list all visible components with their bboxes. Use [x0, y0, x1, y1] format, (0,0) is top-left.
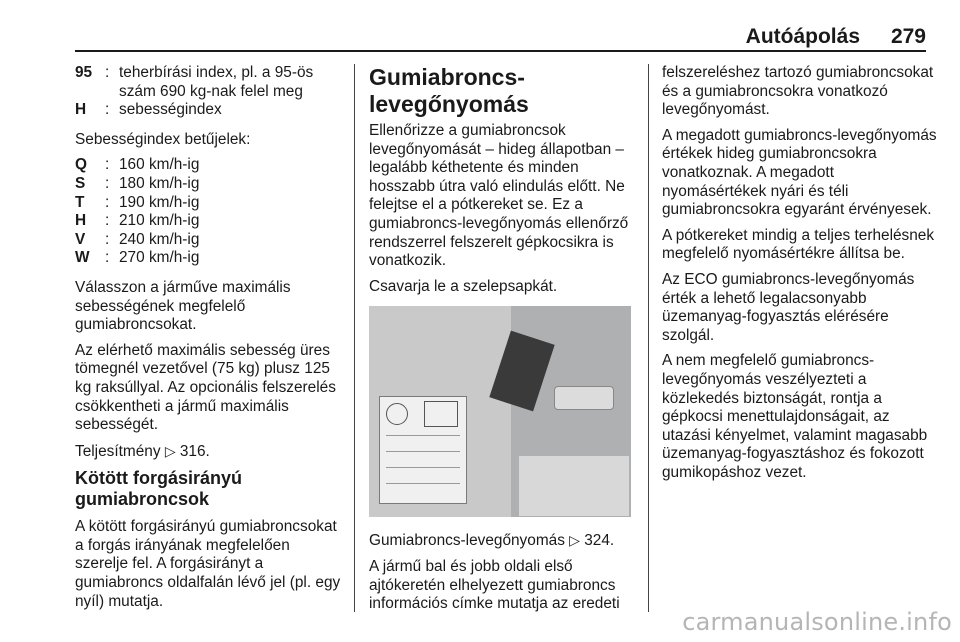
- paragraph: Válasszon a járműve maximális sebességének megfelelő gumiabroncsokat.: [75, 278, 291, 334]
- paragraph: A kötött forgásirányú gumiabroncsokat a forgás irányának megfelelően szerelje fel. A forgásirányt a gumiabroncs oldalfalán lévő jel (pl. egy nyíl) mutatja.: [75, 518, 341, 610]
- manual-book-icon: [424, 401, 458, 427]
- list-item: T : 190 km/h-ig: [75, 193, 200, 211]
- section-heading: Kötött forgásirányú gumiabroncsok: [75, 468, 243, 510]
- page-header: [0, 0, 960, 52]
- paragraph: felszereléshez tartozó gumiabroncsokat és a gumiabroncsokra vonatkozó levegőnyomást.: [662, 64, 934, 119]
- list-item: H : 210 km/h-ig: [75, 212, 200, 230]
- paragraph: A pótkereket mindig a teljes terhelésnek megfelelő nyomásértékre állítsa be.: [662, 226, 935, 263]
- list-item: V : 240 km/h-ig: [75, 230, 200, 248]
- list-item: 95 : teherbírási index, pl. a 95-ös szám 690 kg-nak felel meg: [75, 64, 314, 100]
- speed-intro: Sebességindex betűjelek:: [75, 130, 251, 148]
- column-1: [75, 64, 345, 618]
- paragraph: Az elérhető maximális sebesség üres tömegnél vezetővel (75 kg) plusz 125 kg raksúllyal. Az opcionális felszerelés csökkentheti a jármű maximális sebességét.: [75, 341, 336, 434]
- tire-label-photo: [369, 306, 631, 517]
- paragraph: A nem megfelelő gumiabroncs-levegőnyomás veszélyezteti a közlekedés biztonságát, rontja a gépkocsi menettulajdonságait, az utazási kényelmet, valamint magasabb üzemanyag-fogyasztáshoz és fokozott gumikopáshoz vezet.: [662, 352, 928, 481]
- reference-arrow-icon: ▷: [569, 532, 580, 549]
- cross-reference: Teljesítmény ▷ 316.: [75, 442, 210, 460]
- paragraph: A jármű bal és jobb oldali első ajtókeretén elhelyezett gumiabroncs információs címke mutatja az eredeti: [369, 557, 620, 613]
- header-rule: [75, 50, 926, 52]
- list-item: S : 180 km/h-ig: [75, 174, 200, 192]
- paragraph: Az ECO gumiabroncs-levegőnyomás érték a lehető legalacsonyabb üzemanyag-fogyasztás elérésére szolgál.: [662, 270, 915, 344]
- page-reference-link[interactable]: 324.: [584, 532, 615, 550]
- cross-reference: Gumiabroncs-levegőnyomás ▷ 324.: [369, 532, 615, 550]
- section-heading: Gumiabroncs-levegőnyomás: [369, 64, 529, 117]
- paragraph: Csavarja le a szelepsapkát.: [369, 277, 558, 295]
- list-item: H : sebességindex: [75, 101, 222, 119]
- list-item: W : 270 km/h-ig: [75, 249, 200, 267]
- index-list: [75, 64, 345, 120]
- watermark: carmanualsonline.info: [682, 608, 952, 636]
- paragraph: A megadott gumiabroncs-levegőnyomás értékek hideg gumiabroncsokra vonatkoznak. A megadott nyomásértékek nyári és téli gumiabroncsokra egyaránt érvényesek.: [662, 126, 937, 219]
- column-divider: [648, 64, 649, 612]
- column-divider: [354, 64, 355, 612]
- section-title: Autóápolás: [745, 25, 860, 48]
- reference-arrow-icon: ▷: [164, 442, 176, 459]
- column-2: [369, 64, 637, 621]
- door-hinge: [554, 386, 614, 410]
- tire-pressure-label: [379, 396, 467, 504]
- page-number: 279: [890, 25, 926, 48]
- page-reference-link[interactable]: 316.: [179, 442, 210, 460]
- speed-list: [75, 156, 345, 268]
- list-item: Q : 160 km/h-ig: [75, 156, 200, 174]
- paragraph: Ellenőrizze a gumiabroncsok levegőnyomását – hideg állapotban – legalább kéthetente és minden hosszabb útra való elindulás előtt. Ne felejtse el a pótkereket se. Ez a gumiabroncs-levegőnyomás ellenőrző rendszerrel felszerelt gépkocsikra is vonatkozik.: [369, 122, 629, 270]
- column-3: [662, 64, 937, 489]
- tire-icon: [386, 403, 408, 425]
